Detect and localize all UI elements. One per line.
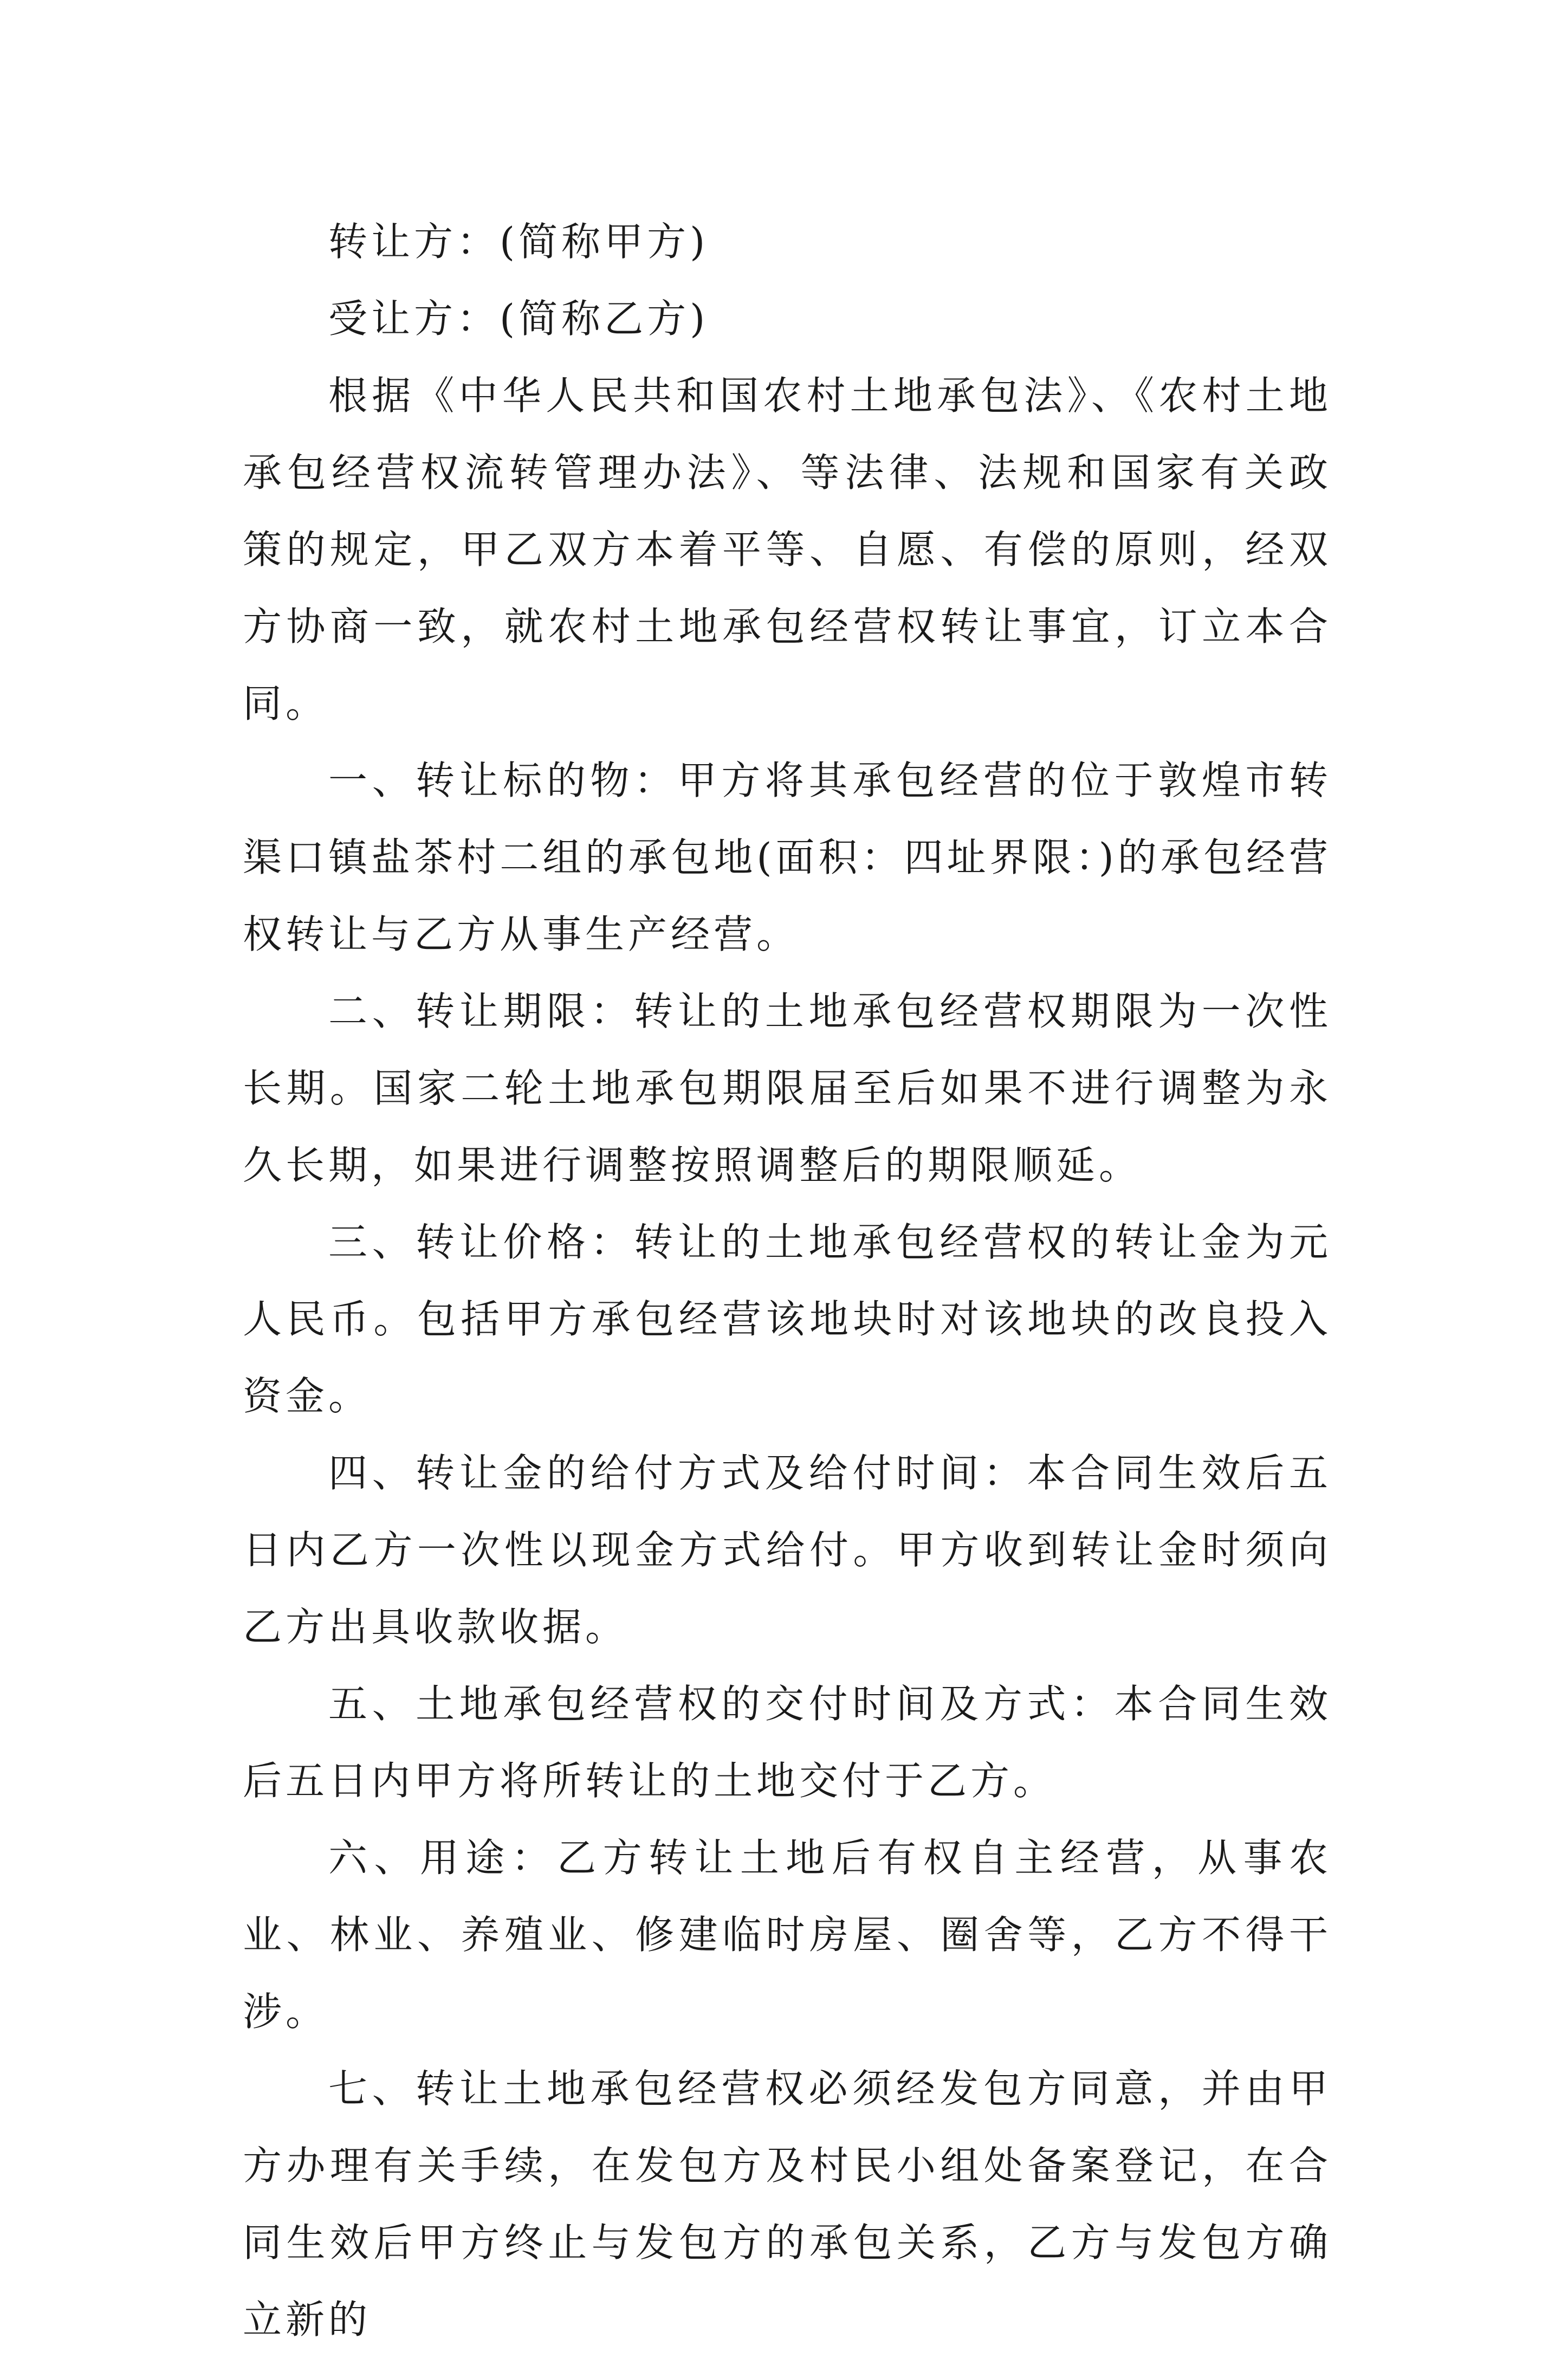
clause-6-usage: 六、用途：乙方转让土地后有权自主经营，从事农业、林业、养殖业、修建临时房屋、圈舍等，乙方不得干涉。 xyxy=(243,1835,1332,2034)
clause-2-term: 二、转让期限：转让的土地承包经营权期限为一次性长期。国家二轮土地承包期限届至后如果不进行调整为永久长期，如果进行调整按照调整后的期限顺延。 xyxy=(243,989,1332,1188)
transferor-line: 转让方：(简称甲方) xyxy=(328,219,709,264)
transferee-line: 受让方：(简称乙方) xyxy=(328,296,709,341)
clause-5-delivery: 五、土地承包经营权的交付时间及方式：本合同生效后五日内甲方将所转让的土地交付于乙方。 xyxy=(243,1681,1332,1804)
clause-4-payment: 四、转让金的给付方式及给付时间：本合同生效后五日内乙方一次性以现金方式给付。甲方收到转让金时须向乙方出具收款收据。 xyxy=(243,1450,1332,1650)
preamble-paragraph: 根据《中华人民共和国农村土地承包法》、《农村土地承包经营权流转管理办法》、等法律、法规和国家有关政策的规定，甲乙双方本着平等、自愿、有偿的原则，经双方协商一致，就农村土地承包经营权转让事宜，订立本合同。 xyxy=(243,373,1332,726)
clause-1-subject: 一、转让标的物：甲方将其承包经营的位于敦煌市转渠口镇盐茶村二组的承包地(面积：四址界限：)的承包经营权转让与乙方从事生产经营。 xyxy=(243,758,1332,957)
clause-7-approval: 七、转让土地承包经营权必须经发包方同意，并由甲方办理有关手续，在发包方及村民小组处备案登记，在合同生效后甲方终止与发包方的承包关系，乙方与发包方确立新的 xyxy=(243,2066,1332,2342)
clause-3-price: 三、转让价格：转让的土地承包经营权的转让金为元人民币。包括甲方承包经营该地块时对该地块的改良投入资金。 xyxy=(243,1219,1332,1419)
document-body xyxy=(243,203,1332,2358)
